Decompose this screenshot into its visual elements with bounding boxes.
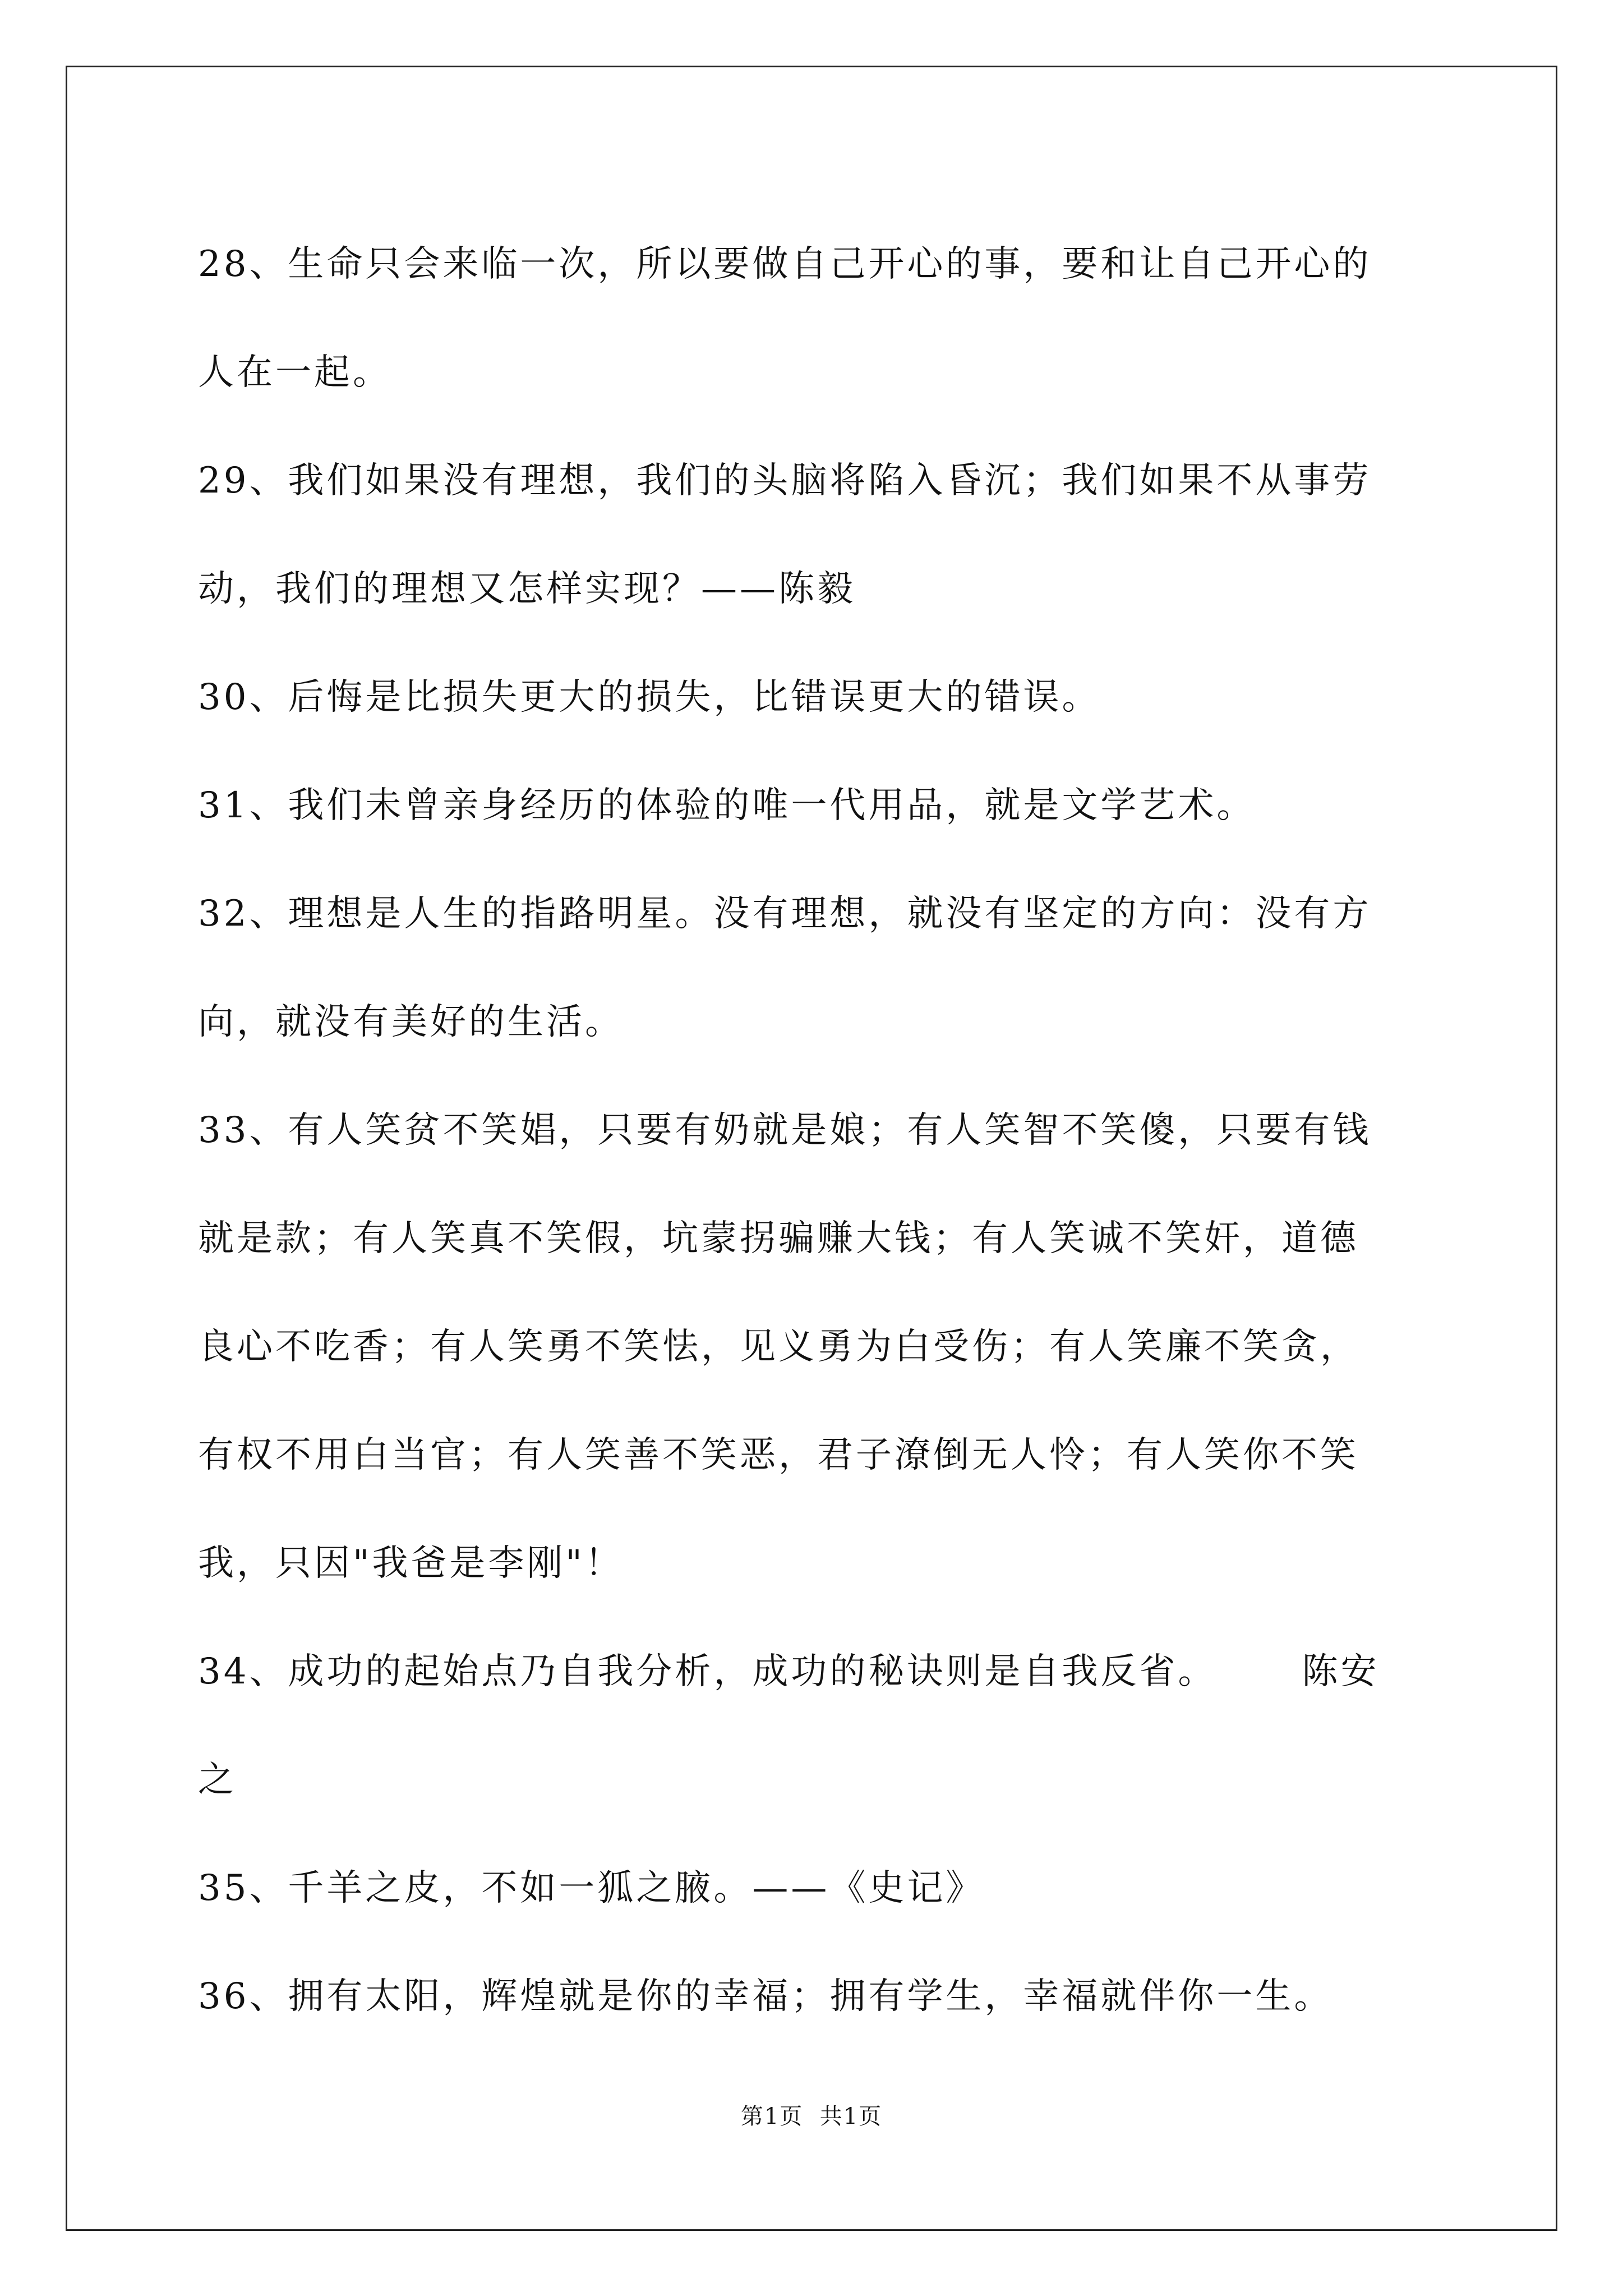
text-line-29b: 动，我们的理想又怎样实现？——陈毅 — [198, 568, 856, 610]
page-footer: 第1页 共1页 — [740, 2104, 883, 2129]
text-line-33a: 33、有人笑贫不笑娼，只要有奶就是娘；有人笑智不笑傻，只要有钱 — [198, 1110, 1372, 1151]
text-line-34b: 之 — [198, 1759, 237, 1801]
text-line-33e: 我，只因"我爸是李刚"！ — [198, 1543, 624, 1584]
text-line-32a: 32、理想是人生的指路明星。没有理想，就没有坚定的方向：没有方 — [198, 893, 1372, 935]
text-line-33b: 就是款；有人笑真不笑假，坑蒙拐骗赚大钱；有人笑诚不笑奸，道德 — [198, 1218, 1359, 1259]
document-body — [198, 210, 1432, 2051]
text-line-30: 30、后悔是比损失更大的损失，比错误更大的错误。 — [198, 677, 1101, 718]
text-line-28a: 28、生命只会来临一次，所以要做自己开心的事，要和让自己开心的 — [198, 243, 1372, 285]
text-line-35: 35、千羊之皮，不如一狐之腋。——《史记》 — [198, 1867, 985, 1909]
text-line-33d: 有权不用白当官；有人笑善不笑恶，君子潦倒无人怜；有人笑你不笑 — [198, 1434, 1359, 1476]
text-line-28b: 人在一起。 — [198, 352, 391, 393]
text-line-29a: 29、我们如果没有理想，我们的头脑将陷入昏沉；我们如果不从事劳 — [198, 460, 1372, 501]
text-line-33c: 良心不吃香；有人笑勇不笑怯，见义勇为白受伤；有人笑廉不笑贪， — [198, 1326, 1359, 1368]
text-line-32b: 向，就没有美好的生活。 — [198, 1001, 624, 1043]
text-line-31: 31、我们未曾亲身经历的体验的唯一代用品，就是文学艺术。 — [198, 785, 1256, 826]
text-line-34a: 34、成功的起始点乃自我分析，成功的秘诀则是自我反省。 陈安 — [198, 1651, 1380, 1692]
text-line-36: 36、拥有太阳，辉煌就是你的幸福；拥有学生，幸福就伴你一生。 — [198, 1976, 1333, 2017]
